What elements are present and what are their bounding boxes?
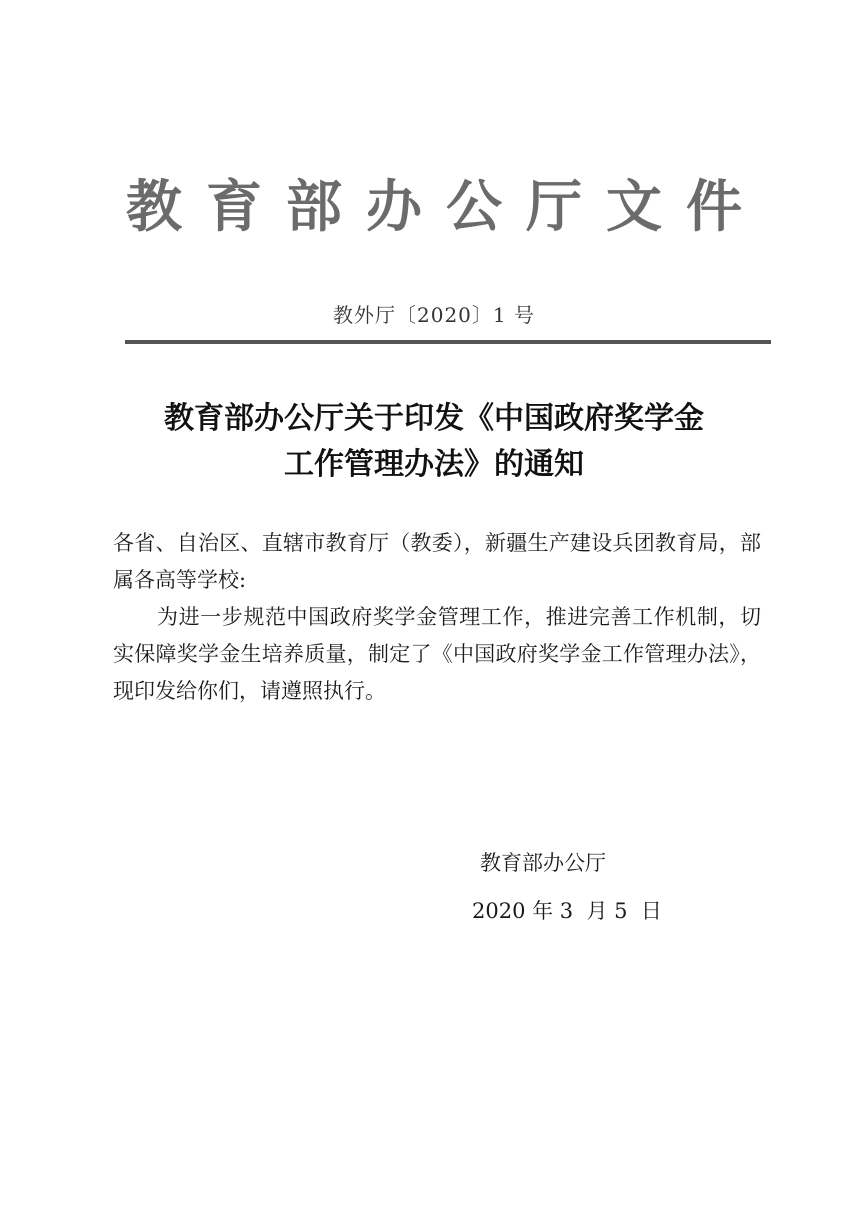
notice-title-line-1: 教育部办公厅关于印发《中国政府奖学金 — [164, 401, 704, 436]
notice-body — [113, 525, 761, 710]
body-paragraph: 为进一步规范中国政府奖学金管理工作，推进完善工作机制，切实保障奖学金生培养质量，制定了《中国政府奖学金工作管理办法》，现印发给你们，请遵照执行。 — [113, 605, 761, 703]
issuer-signature: 教育部办公厅 — [480, 851, 606, 875]
masthead-title: 教育部办公厅文件 — [126, 175, 766, 240]
header-divider — [125, 340, 771, 344]
salutation: 各省、自治区、直辖市教育厅（教委），新疆生产建设兵团教育局，部属各高等学校: — [113, 531, 761, 592]
notice-title — [0, 396, 868, 488]
notice-title-line-2: 工作管理办法》的通知 — [284, 447, 584, 482]
document-number: 教外厅〔2020〕1 号 — [333, 303, 535, 327]
issue-date: 2020 年 3 月 5 日 — [472, 899, 662, 923]
